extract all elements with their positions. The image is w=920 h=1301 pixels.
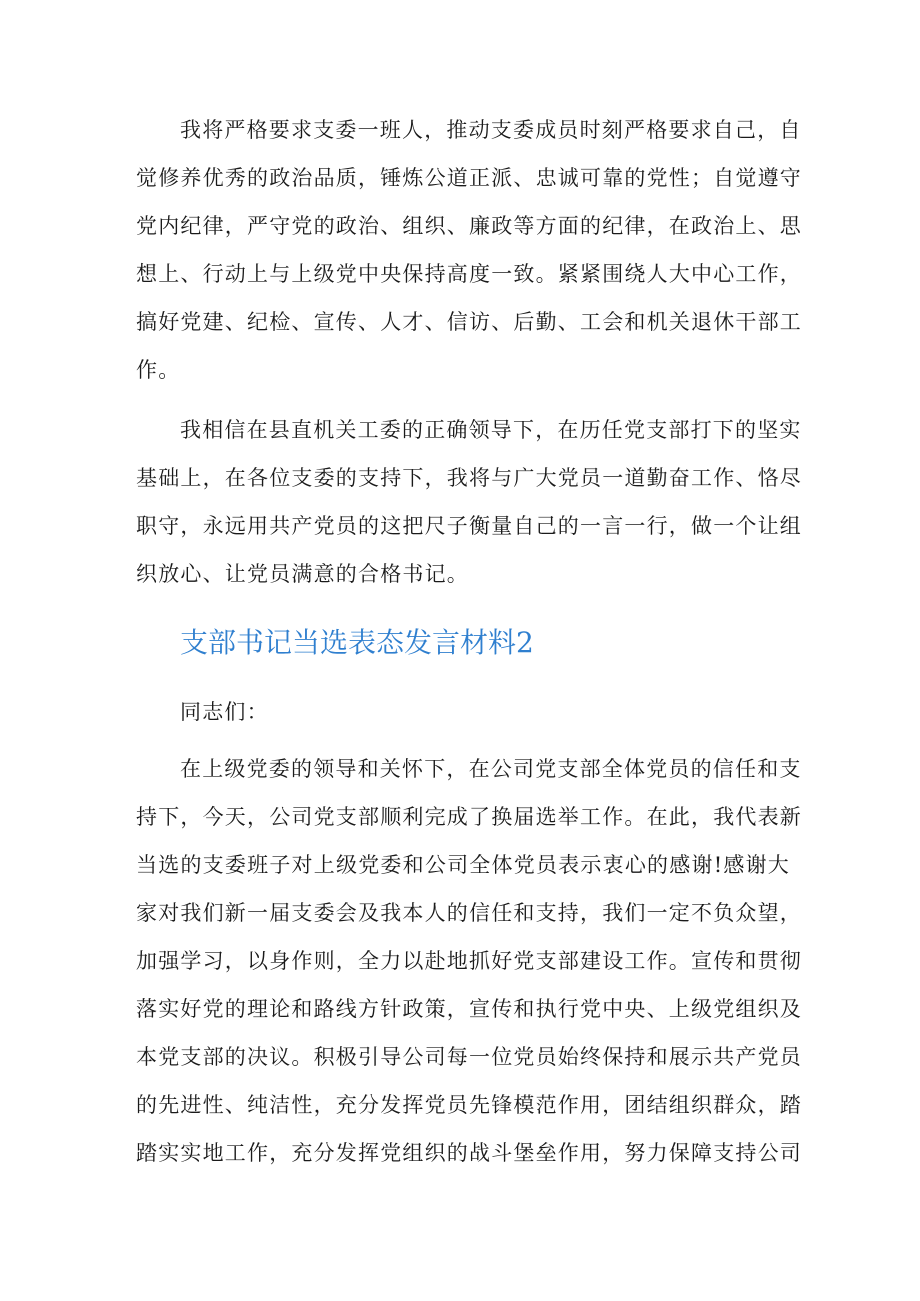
- paragraph-line: 当选的支委班子对上级党委和公司全体党员表示衷心的感谢!感谢大: [136, 853, 790, 877]
- paragraph-line: 本党支部的决议。积极引导公司每一位党员始终保持和展示共产党员: [136, 1045, 802, 1069]
- paragraph-commitment: [136, 106, 802, 394]
- paragraph-speech: [136, 745, 802, 1177]
- paragraph-line: 搞好党建、纪检、宣传、人才、信访、后勤、工会和机关退休干部工: [136, 310, 802, 334]
- section-heading: 支部书记当选表态发言材料2: [180, 626, 534, 659]
- paragraph-line: 加强学习，以身作则，全力以赴地抓好党支部建设工作。宣传和贯彻: [136, 949, 802, 973]
- paragraph-line: 觉修养优秀的政治品质，锤炼公道正派、忠诚可靠的党性；自觉遵守: [136, 166, 802, 190]
- paragraph-line: 家对我们新一届支委会及我本人的信任和支持，我们一定不负众望，: [136, 901, 802, 925]
- paragraph-line: 职守，永远用共产党员的这把尺子衡量自己的一言一行，做一个让组: [136, 514, 802, 538]
- paragraph-line: 落实好党的理论和路线方针政策，宣传和执行党中央、上级党组织及: [136, 997, 802, 1021]
- paragraph-confidence: [136, 406, 802, 598]
- paragraph-line: 持下，今天，公司党支部顺利完成了换届选举工作。在此，我代表新: [136, 805, 802, 829]
- salutation: 同志们：: [180, 700, 269, 724]
- paragraph-line: 作。: [136, 358, 181, 382]
- paragraph-line: 党内纪律，严守党的政治、组织、廉政等方面的纪律，在政治上、思: [136, 214, 802, 238]
- paragraph-line: 想上、行动上与上级党中央保持高度一致。紧紧围绕人大中心工作，: [136, 262, 802, 286]
- paragraph-line: 踏实实地工作，充分发挥党组织的战斗堡垒作用，努力保障支持公司: [136, 1141, 802, 1165]
- paragraph-line: 我将严格要求支委一班人，推动支委成员时刻严格要求自己，自: [180, 118, 802, 142]
- paragraph-line: 织放心、让党员满意的合格书记。: [136, 562, 469, 586]
- paragraph-line: 在上级党委的领导和关怀下，在公司党支部全体党员的信任和支: [180, 757, 802, 781]
- paragraph-line: 基础上，在各位支委的支持下，我将与广大党员一道勤奋工作、恪尽: [136, 466, 802, 490]
- paragraph-line: 的先进性、纯洁性，充分发挥党员先锋模范作用，团结组织群众，踏: [136, 1093, 802, 1117]
- paragraph-line: 我相信在县直机关工委的正确领导下，在历任党支部打下的坚实: [180, 418, 802, 442]
